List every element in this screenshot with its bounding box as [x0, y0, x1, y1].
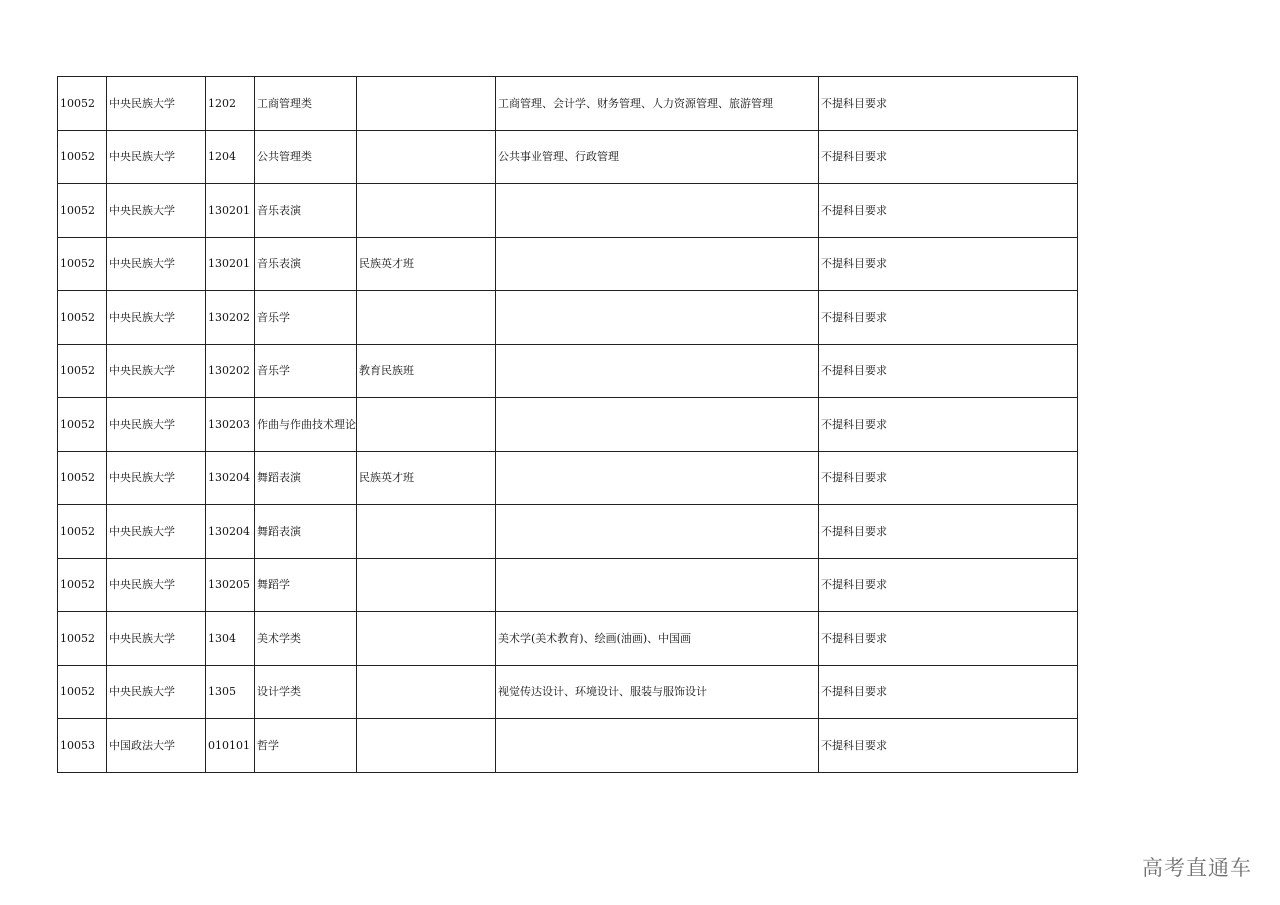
school-name-cell: 中央民族大学 — [107, 184, 206, 238]
major-name-cell: 舞蹈表演 — [255, 505, 357, 559]
table-row — [58, 398, 1078, 452]
major-code-cell: 130202 — [206, 344, 255, 398]
subject-requirement-cell: 不提科目要求 — [819, 558, 1078, 612]
school-name-cell: 中央民族大学 — [107, 344, 206, 398]
school-name-cell: 中央民族大学 — [107, 558, 206, 612]
school-code-cell: 10052 — [58, 505, 107, 559]
school-name-cell: 中央民族大学 — [107, 77, 206, 131]
included-majors-cell — [496, 291, 819, 345]
major-name-cell: 舞蹈学 — [255, 558, 357, 612]
table-row — [58, 451, 1078, 505]
major-code-cell: 010101 — [206, 719, 255, 773]
major-name-cell: 舞蹈表演 — [255, 451, 357, 505]
included-majors-cell — [496, 184, 819, 238]
major-code-cell: 1202 — [206, 77, 255, 131]
class-note-cell — [357, 130, 496, 184]
major-code-cell: 130205 — [206, 558, 255, 612]
class-note-cell — [357, 719, 496, 773]
major-code-cell: 130201 — [206, 184, 255, 238]
major-code-cell: 1304 — [206, 612, 255, 666]
school-name-cell: 中央民族大学 — [107, 237, 206, 291]
major-name-cell: 工商管理类 — [255, 77, 357, 131]
table-row — [58, 77, 1078, 131]
class-note-cell — [357, 291, 496, 345]
school-code-cell: 10052 — [58, 291, 107, 345]
subject-requirement-cell: 不提科目要求 — [819, 237, 1078, 291]
subject-requirement-cell: 不提科目要求 — [819, 184, 1078, 238]
school-code-cell: 10052 — [58, 130, 107, 184]
major-code-cell: 130201 — [206, 237, 255, 291]
included-majors-cell — [496, 505, 819, 559]
class-note-cell — [357, 612, 496, 666]
school-name-cell: 中央民族大学 — [107, 130, 206, 184]
school-code-cell: 10052 — [58, 451, 107, 505]
included-majors-cell — [496, 237, 819, 291]
school-name-cell: 中央民族大学 — [107, 505, 206, 559]
class-note-cell — [357, 665, 496, 719]
class-note-cell — [357, 184, 496, 238]
included-majors-cell — [496, 398, 819, 452]
school-name-cell: 中央民族大学 — [107, 398, 206, 452]
class-note-cell — [357, 398, 496, 452]
table-row — [58, 719, 1078, 773]
school-name-cell: 中央民族大学 — [107, 612, 206, 666]
school-name-cell: 中央民族大学 — [107, 451, 206, 505]
included-majors-cell — [496, 344, 819, 398]
table-row — [58, 291, 1078, 345]
subject-requirement-cell: 不提科目要求 — [819, 665, 1078, 719]
major-name-cell: 音乐学 — [255, 291, 357, 345]
table-body — [58, 77, 1078, 773]
watermark: 高考直通车 — [1142, 856, 1252, 880]
major-name-cell: 设计学类 — [255, 665, 357, 719]
major-name-cell: 音乐表演 — [255, 237, 357, 291]
major-name-cell: 音乐表演 — [255, 184, 357, 238]
school-name-cell: 中央民族大学 — [107, 665, 206, 719]
included-majors-cell: 美术学(美术教育)、绘画(油画)、中国画 — [496, 612, 819, 666]
included-majors-cell — [496, 558, 819, 612]
subject-requirement-cell: 不提科目要求 — [819, 130, 1078, 184]
table-row — [58, 237, 1078, 291]
class-note-cell: 民族英才班 — [357, 451, 496, 505]
subject-requirement-cell: 不提科目要求 — [819, 719, 1078, 773]
subject-requirement-cell: 不提科目要求 — [819, 612, 1078, 666]
school-name-cell: 中国政法大学 — [107, 719, 206, 773]
subject-requirement-cell: 不提科目要求 — [819, 451, 1078, 505]
subject-requirement-cell: 不提科目要求 — [819, 398, 1078, 452]
subject-requirement-cell: 不提科目要求 — [819, 505, 1078, 559]
table-row — [58, 184, 1078, 238]
major-code-cell: 130203 — [206, 398, 255, 452]
school-name-cell: 中央民族大学 — [107, 291, 206, 345]
table-row — [58, 558, 1078, 612]
table-row — [58, 665, 1078, 719]
subject-requirement-cell: 不提科目要求 — [819, 344, 1078, 398]
class-note-cell: 民族英才班 — [357, 237, 496, 291]
table-row — [58, 130, 1078, 184]
included-majors-cell: 工商管理、会计学、财务管理、人力资源管理、旅游管理 — [496, 77, 819, 131]
school-code-cell: 10052 — [58, 558, 107, 612]
major-name-cell: 音乐学 — [255, 344, 357, 398]
included-majors-cell: 公共事业管理、行政管理 — [496, 130, 819, 184]
school-code-cell: 10052 — [58, 665, 107, 719]
major-code-cell: 130202 — [206, 291, 255, 345]
included-majors-cell: 视觉传达设计、环境设计、服装与服饰设计 — [496, 665, 819, 719]
school-code-cell: 10052 — [58, 612, 107, 666]
school-code-cell: 10052 — [58, 77, 107, 131]
included-majors-cell — [496, 719, 819, 773]
major-name-cell: 美术学类 — [255, 612, 357, 666]
school-code-cell: 10052 — [58, 184, 107, 238]
major-code-cell: 1305 — [206, 665, 255, 719]
subject-requirement-cell: 不提科目要求 — [819, 77, 1078, 131]
school-code-cell: 10052 — [58, 398, 107, 452]
major-name-cell: 作曲与作曲技术理论 — [255, 398, 357, 452]
table-row — [58, 505, 1078, 559]
major-code-cell: 130204 — [206, 451, 255, 505]
major-name-cell: 公共管理类 — [255, 130, 357, 184]
class-note-cell — [357, 558, 496, 612]
class-note-cell — [357, 77, 496, 131]
subject-requirements-table — [57, 76, 1078, 773]
school-code-cell: 10052 — [58, 344, 107, 398]
major-code-cell: 1204 — [206, 130, 255, 184]
school-code-cell: 10053 — [58, 719, 107, 773]
major-code-cell: 130204 — [206, 505, 255, 559]
included-majors-cell — [496, 451, 819, 505]
class-note-cell: 教育民族班 — [357, 344, 496, 398]
major-name-cell: 哲学 — [255, 719, 357, 773]
table-row — [58, 344, 1078, 398]
school-code-cell: 10052 — [58, 237, 107, 291]
subject-requirement-cell: 不提科目要求 — [819, 291, 1078, 345]
class-note-cell — [357, 505, 496, 559]
table-row — [58, 612, 1078, 666]
